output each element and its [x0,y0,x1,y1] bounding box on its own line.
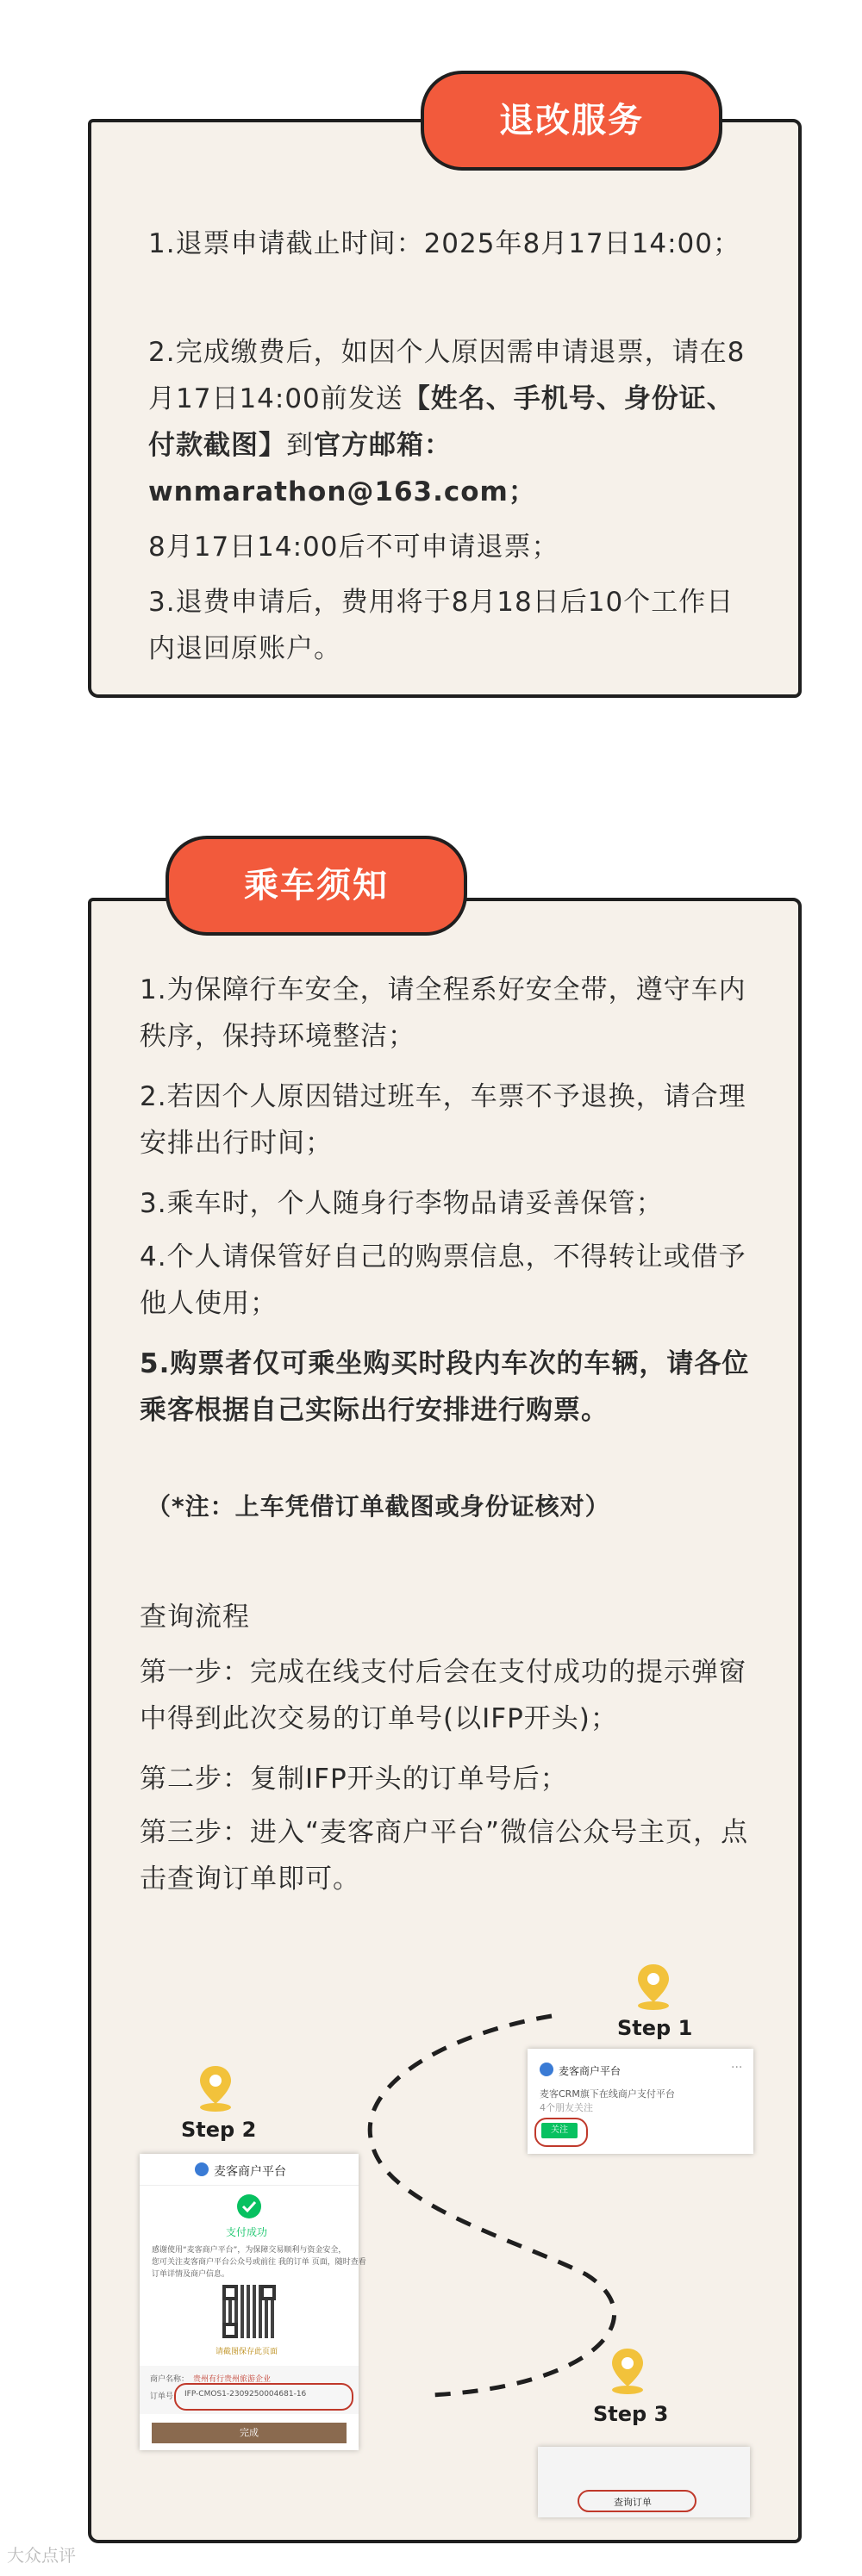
order-label: 订单号： [150,2392,182,2401]
refund-required-info: 【姓名、手机号、身份证、付款截图】 [148,383,734,461]
payment-success: 支付成功 [226,2226,268,2238]
notice-note: （*注：上车凭借订单截图或身份证核对） [147,1492,610,1521]
notice-item-2: 2.若因个人原因错过班车，车票不予退换，请合理安排出行时间； [140,1081,746,1159]
merchant-label: 商户名称： [150,2375,190,2384]
done-button[interactable]: 完成 [152,2423,347,2443]
account-desc: 麦客CRM旗下在线商户支付平台 [540,2088,675,2100]
step-2-label: Step 2 [181,2118,257,2142]
refund-official-email: 官方邮箱：wnmarathon@163.com； [148,430,536,507]
query-order-button[interactable]: 查询订单 [614,2497,652,2508]
merchant-value: 贵州有行贵州旅游企业 [193,2375,272,2384]
step-3-label: Step 3 [593,2402,669,2426]
highlight-circle [174,2383,353,2411]
refund-procedure-part: 2.完成缴费后，如因个人原因需申请退票，请在8月17日14:00前发送 [148,337,746,414]
query-step-2: 第二步：复制IFP开头的订单号后； [140,1764,568,1795]
app-logo-icon [195,2162,209,2176]
account-name: 麦客商户平台 [559,2065,622,2077]
platform-name: 麦客商户平台 [214,2165,286,2179]
boarding-notice-title: 乘车须知 [166,836,467,936]
refund-policy-title: 退改服务 [421,71,722,171]
step-1-label: Step 1 [617,2016,693,2040]
notice-item-5: 5.购票者仅可乘坐购买时段内车次的车辆，请各位乘客根据自己实际出行安排进行购票。 [140,1348,750,1426]
location-pin-icon [609,2347,646,2395]
notice-item-4: 4.个人请保管好自己的购票信息，不得转让或借予他人使用； [140,1241,746,1319]
success-desc-1: 感谢使用“麦客商户平台”，为保障交易顺利与资金安全， [152,2246,347,2255]
location-pin-icon [197,2064,234,2112]
refund-to-word: 到 [286,430,314,461]
step-3-screenshot [538,2447,750,2517]
qr-code-icon [222,2285,276,2338]
account-followers: 4个朋友关注 [540,2102,593,2113]
notice-item-1: 1.为保障行车安全，请全程系好安全带，遵守车内秩序，保持环境整洁； [140,974,746,1052]
success-desc-3: 订单详情及商户信息。 [152,2270,230,2279]
notice-item-3: 3.乘车时，个人随身行李物品请妥善保管； [140,1188,664,1219]
step-2-screenshot [140,2154,366,2450]
query-step-3: 第三步：进入“麦客商户平台”微信公众号主页，点击查询订单即可。 [140,1817,749,1895]
app-logo-icon [540,2063,553,2076]
query-title: 查询流程 [140,1602,250,1633]
watermark: 大众点评 [7,2545,76,2566]
order-number: IFP-CMOS1-2309250004681-16 [184,2390,307,2399]
more-icon[interactable]: ··· [731,2061,743,2075]
qr-caption: 请截图保存此页面 [216,2348,278,2356]
refund-timeline-text: 3.退费申请后，费用将于8月18日后10个工作日内退回原账户。 [148,587,734,664]
query-step-1: 第一步：完成在线支付后会在支付成功的提示弹窗中得到此次交易的订单号(以IFP开头)； [140,1657,746,1734]
success-check-icon [236,2193,262,2219]
refund-deadline-text: 1.退票申请截止时间：2025年8月17日14:00； [148,228,740,259]
location-pin-icon [634,1963,672,2011]
step-1-screenshot [528,2049,753,2154]
refund-cutoff-text: 8月17日14:00后不可申请退票； [148,532,559,563]
success-desc-2: 您可关注麦客商户平台公众号或前往 我的订单 页面，随时查看 [152,2258,366,2267]
follow-button[interactable]: 关注 [541,2123,578,2138]
